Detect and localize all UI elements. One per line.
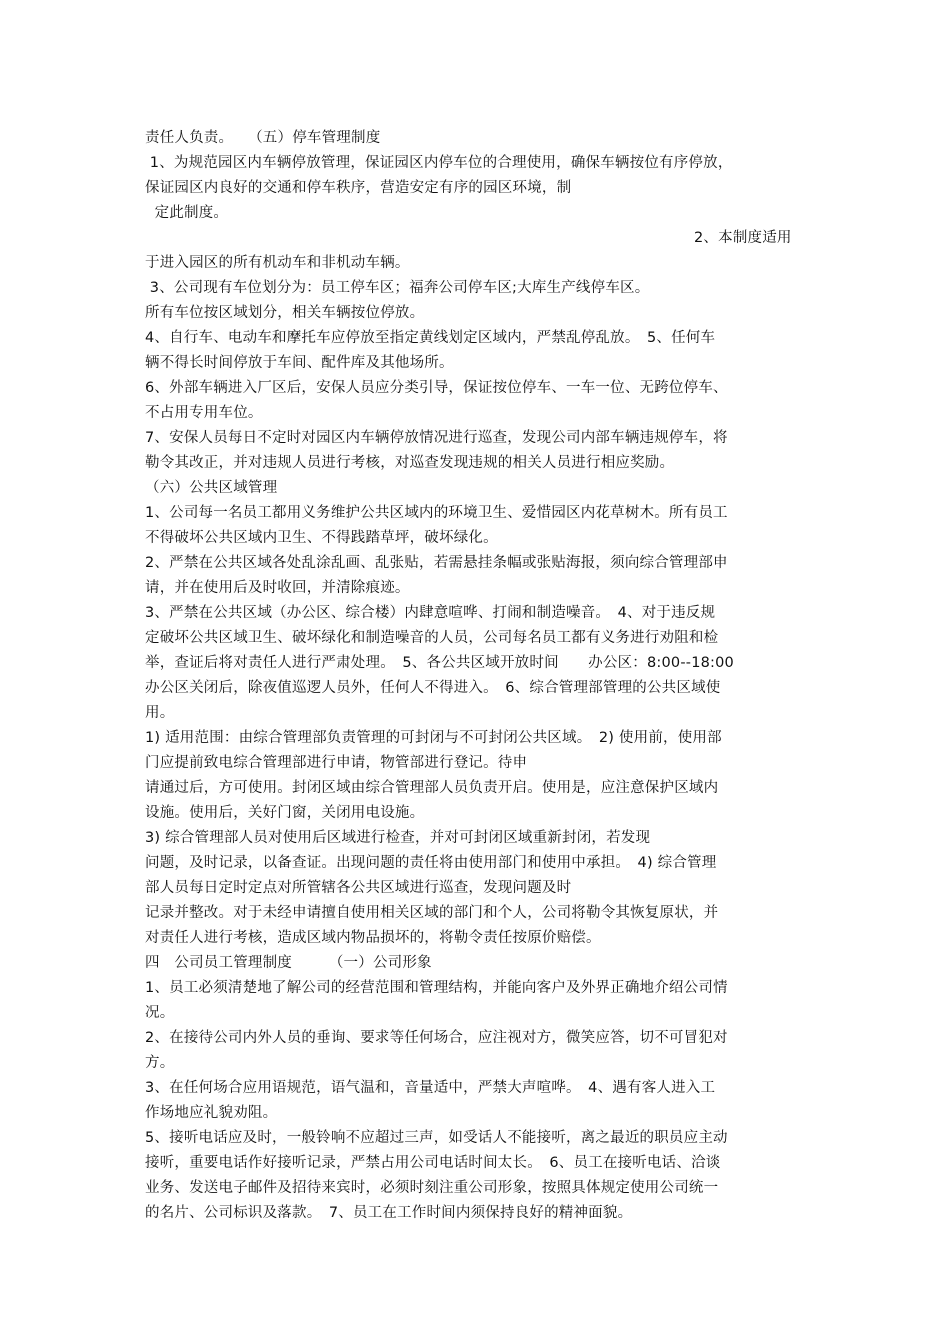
text-line: 不占用专用车位。 [145,405,263,421]
text-line: 所有车位按区域划分，相关车辆按位停放。 [145,305,425,321]
text-line: 举，查证后将对责任人进行严肃处理。 5、各公共区域开放时间 办公区：8:00--18:00 [145,655,734,671]
text-line: 业务、发送电子邮件及招待来宾时，必须时刻注重公司形象，按照具体规定使用公司统一 [145,1180,719,1196]
text-line: 请通过后，方可使用。封闭区域由综合管理部人员负责开启。使用是，应注意保护区域内 [145,780,719,796]
text-line: 的名片、公司标识及落款。 7、员工在工作时间内须保持良好的精神面貌。 [145,1205,633,1221]
text-line: 用。 [145,705,175,721]
text-line: 不得破坏公共区域内卫生、不得践踏草坪，破坏绿化。 [145,530,498,546]
section-heading: （六）公共区域管理 [145,480,278,496]
text-line: 2、严禁在公共区域各处乱涂乱画、乱张贴，若需悬挂条幅或张贴海报，须向综合管理部申 [145,555,728,571]
text-line: 3、公司现有车位划分为：员工停车区；福奔公司停车区;大库生产线停车区。 [145,280,650,296]
text-line: 2、本制度适用 [694,230,792,246]
text-line: 记录并整改。对于未经申请擅自使用相关区域的部门和个人，公司将勒令其恢复原状，并 [145,905,719,921]
text-line: 部人员每日定时定点对所管辖各公共区域进行巡查，发现问题及时 [145,880,572,896]
text-line: 7、安保人员每日不定时对园区内车辆停放情况进行巡查，发现公司内部车辆违规停车，将 [145,430,728,446]
text-line: 3) 综合管理部人员对使用后区域进行检查，并对可封闭区域重新封闭，若发现 [145,830,651,846]
text-line: 1、公司每一名员工都用义务维护公共区域内的环境卫生、爱惜园区内花草树木。所有员工 [145,505,728,521]
section-heading: 四 公司员工管理制度 （一）公司形象 [145,955,432,971]
text-line: 定此制度。 [145,205,229,221]
text-line: 1) 适用范围：由综合管理部负责管理的可封闭与不可封闭公共区域。 2) 使用前，使用部 [145,730,722,746]
text-line: 接听，重要电话作好接听记录，严禁占用公司电话时间太长。 6、员工在接听电话、洽谈 [145,1155,721,1171]
text-line: 6、外部车辆进入厂区后，安保人员应分类引导，保证按位停车、一车一位、无跨位停车、 [145,380,728,396]
text-line: 请，并在使用后及时收回，并清除痕迹。 [145,580,410,596]
text-line: 定破坏公共区域卫生、破坏绿化和制造噪音的人员，公司每名员工都有义务进行劝阻和检 [145,630,719,646]
text-line: 勒令其改正，并对违规人员进行考核，对巡查发现违规的相关人员进行相应奖励。 [145,455,675,471]
text-line: 3、严禁在公共区域（办公区、综合楼）内肆意喧哗、打闹和制造噪音。 4、对于违反规 [145,605,716,621]
text-line: 责任人负责。 （五）停车管理制度 [145,130,381,146]
text-line: 保证园区内良好的交通和停车秩序，营造安定有序的园区环境，制 [145,180,572,196]
text-line: 方。 [145,1055,175,1071]
text-line: 对责任人进行考核，造成区域内物品损坏的，将勒令责任按原价赔偿。 [145,930,601,946]
text-line: 办公区关闭后，除夜值巡逻人员外，任何人不得进入。 6、综合管理部管理的公共区域使 [145,680,721,696]
text-line: 作场地应礼貌劝阻。 [145,1105,278,1121]
text-line: 问题，及时记录，以备查证。出现问题的责任将由使用部门和使用中承担。 4) 综合管理 [145,855,717,871]
text-line: 设施。使用后，关好门窗，关闭用电设施。 [145,805,425,821]
text-line: 3、在任何场合应用语规范，语气温和，音量适中，严禁大声喧哗。 4、遇有客人进入工 [145,1080,716,1096]
text-line: 2、在接待公司内外人员的垂询、要求等任何场合，应注视对方，微笑应答，切不可冒犯对 [145,1030,728,1046]
text-line: 1、为规范园区内车辆停放管理，保证园区内停车位的合理使用，确保车辆按位有序停放， [145,155,733,171]
text-line: 4、自行车、电动车和摩托车应停放至指定黄线划定区域内，严禁乱停乱放。 5、任何车 [145,330,716,346]
text-line: 辆不得长时间停放于车间、配件库及其他场所。 [145,355,454,371]
text-line: 况。 [145,1005,175,1021]
text-line: 于进入园区的所有机动车和非机动车辆。 [145,255,410,271]
text-line: 5、接听电话应及时，一般铃响不应超过三声，如受话人不能接听，离之最近的职员应主动 [145,1130,728,1146]
text-line: 1、员工必须清楚地了解公司的经营范围和管理结构，并能向客户及外界正确地介绍公司情 [145,980,728,996]
text-line: 门应提前致电综合管理部进行申请，物管部进行登记。待申 [145,755,528,771]
